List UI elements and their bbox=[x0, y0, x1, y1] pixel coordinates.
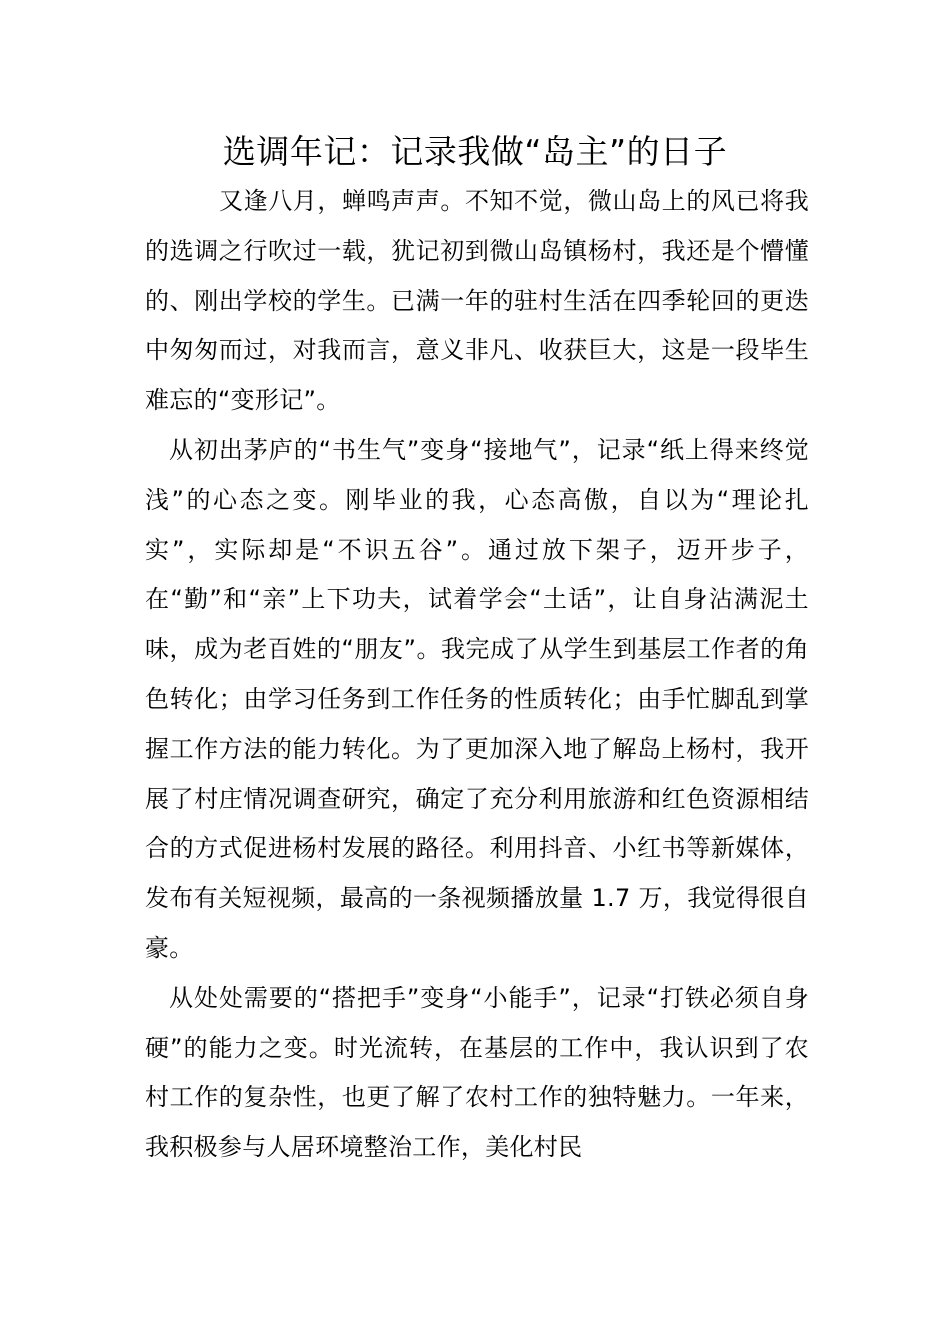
paragraph-ability-change: 从处处需要的“搭把手”变身“小能手”，记录“打铁必须自身硬”的能力之变。时光流转，在基层的工作中，我认识到了农村工作的复杂性，也更了解了农村工作的独特魅力。一年来，我积极参与人居环境整治工作，美化村民 bbox=[145, 983, 809, 1162]
paragraph-intro: 又逢八月，蝉鸣声声。不知不觉，微山岛上的风已将我的选调之行吹过一载，犹记初到微山岛镇杨村，我还是个懵懂的、刚出学校的学生。已满一年的驻村生活在四季轮回的更迭中匆匆而过，对我而言，意义非凡、收获巨大，这是一段毕生难忘的“变形记”。 bbox=[145, 187, 809, 415]
document-title: 选调年记：记录我做“岛主”的日子 bbox=[222, 132, 728, 171]
paragraph-mindset-change: 从初出茅庐的“书生气”变身“接地气”，记录“纸上得来终觉浅”的心态之变。刚毕业的我，心态高傲，自以为“理论扎实”，实际却是“不识五谷”。通过放下架子，迈开步子，在“勤”和“亲”上下功夫，试着学会“土话”，让自身沾满泥土味，成为老百姓的“朋友”。我完成了从学生到基层工作者的角色转化；由学习任务到工作任务的性质转化；由手忙脚乱到掌握工作方法的能力转化。为了更加深入地了解岛上杨村，我开展了村庄情况调查研究，确定了充分利用旅游和红色资源相结合的方式促进杨村发展的路径。利用抖音、小红书等新媒体，发布有关短视频，最高的一条视频播放量 1.7 万，我觉得很自豪。 bbox=[145, 435, 809, 962]
document-body bbox=[145, 177, 809, 1173]
